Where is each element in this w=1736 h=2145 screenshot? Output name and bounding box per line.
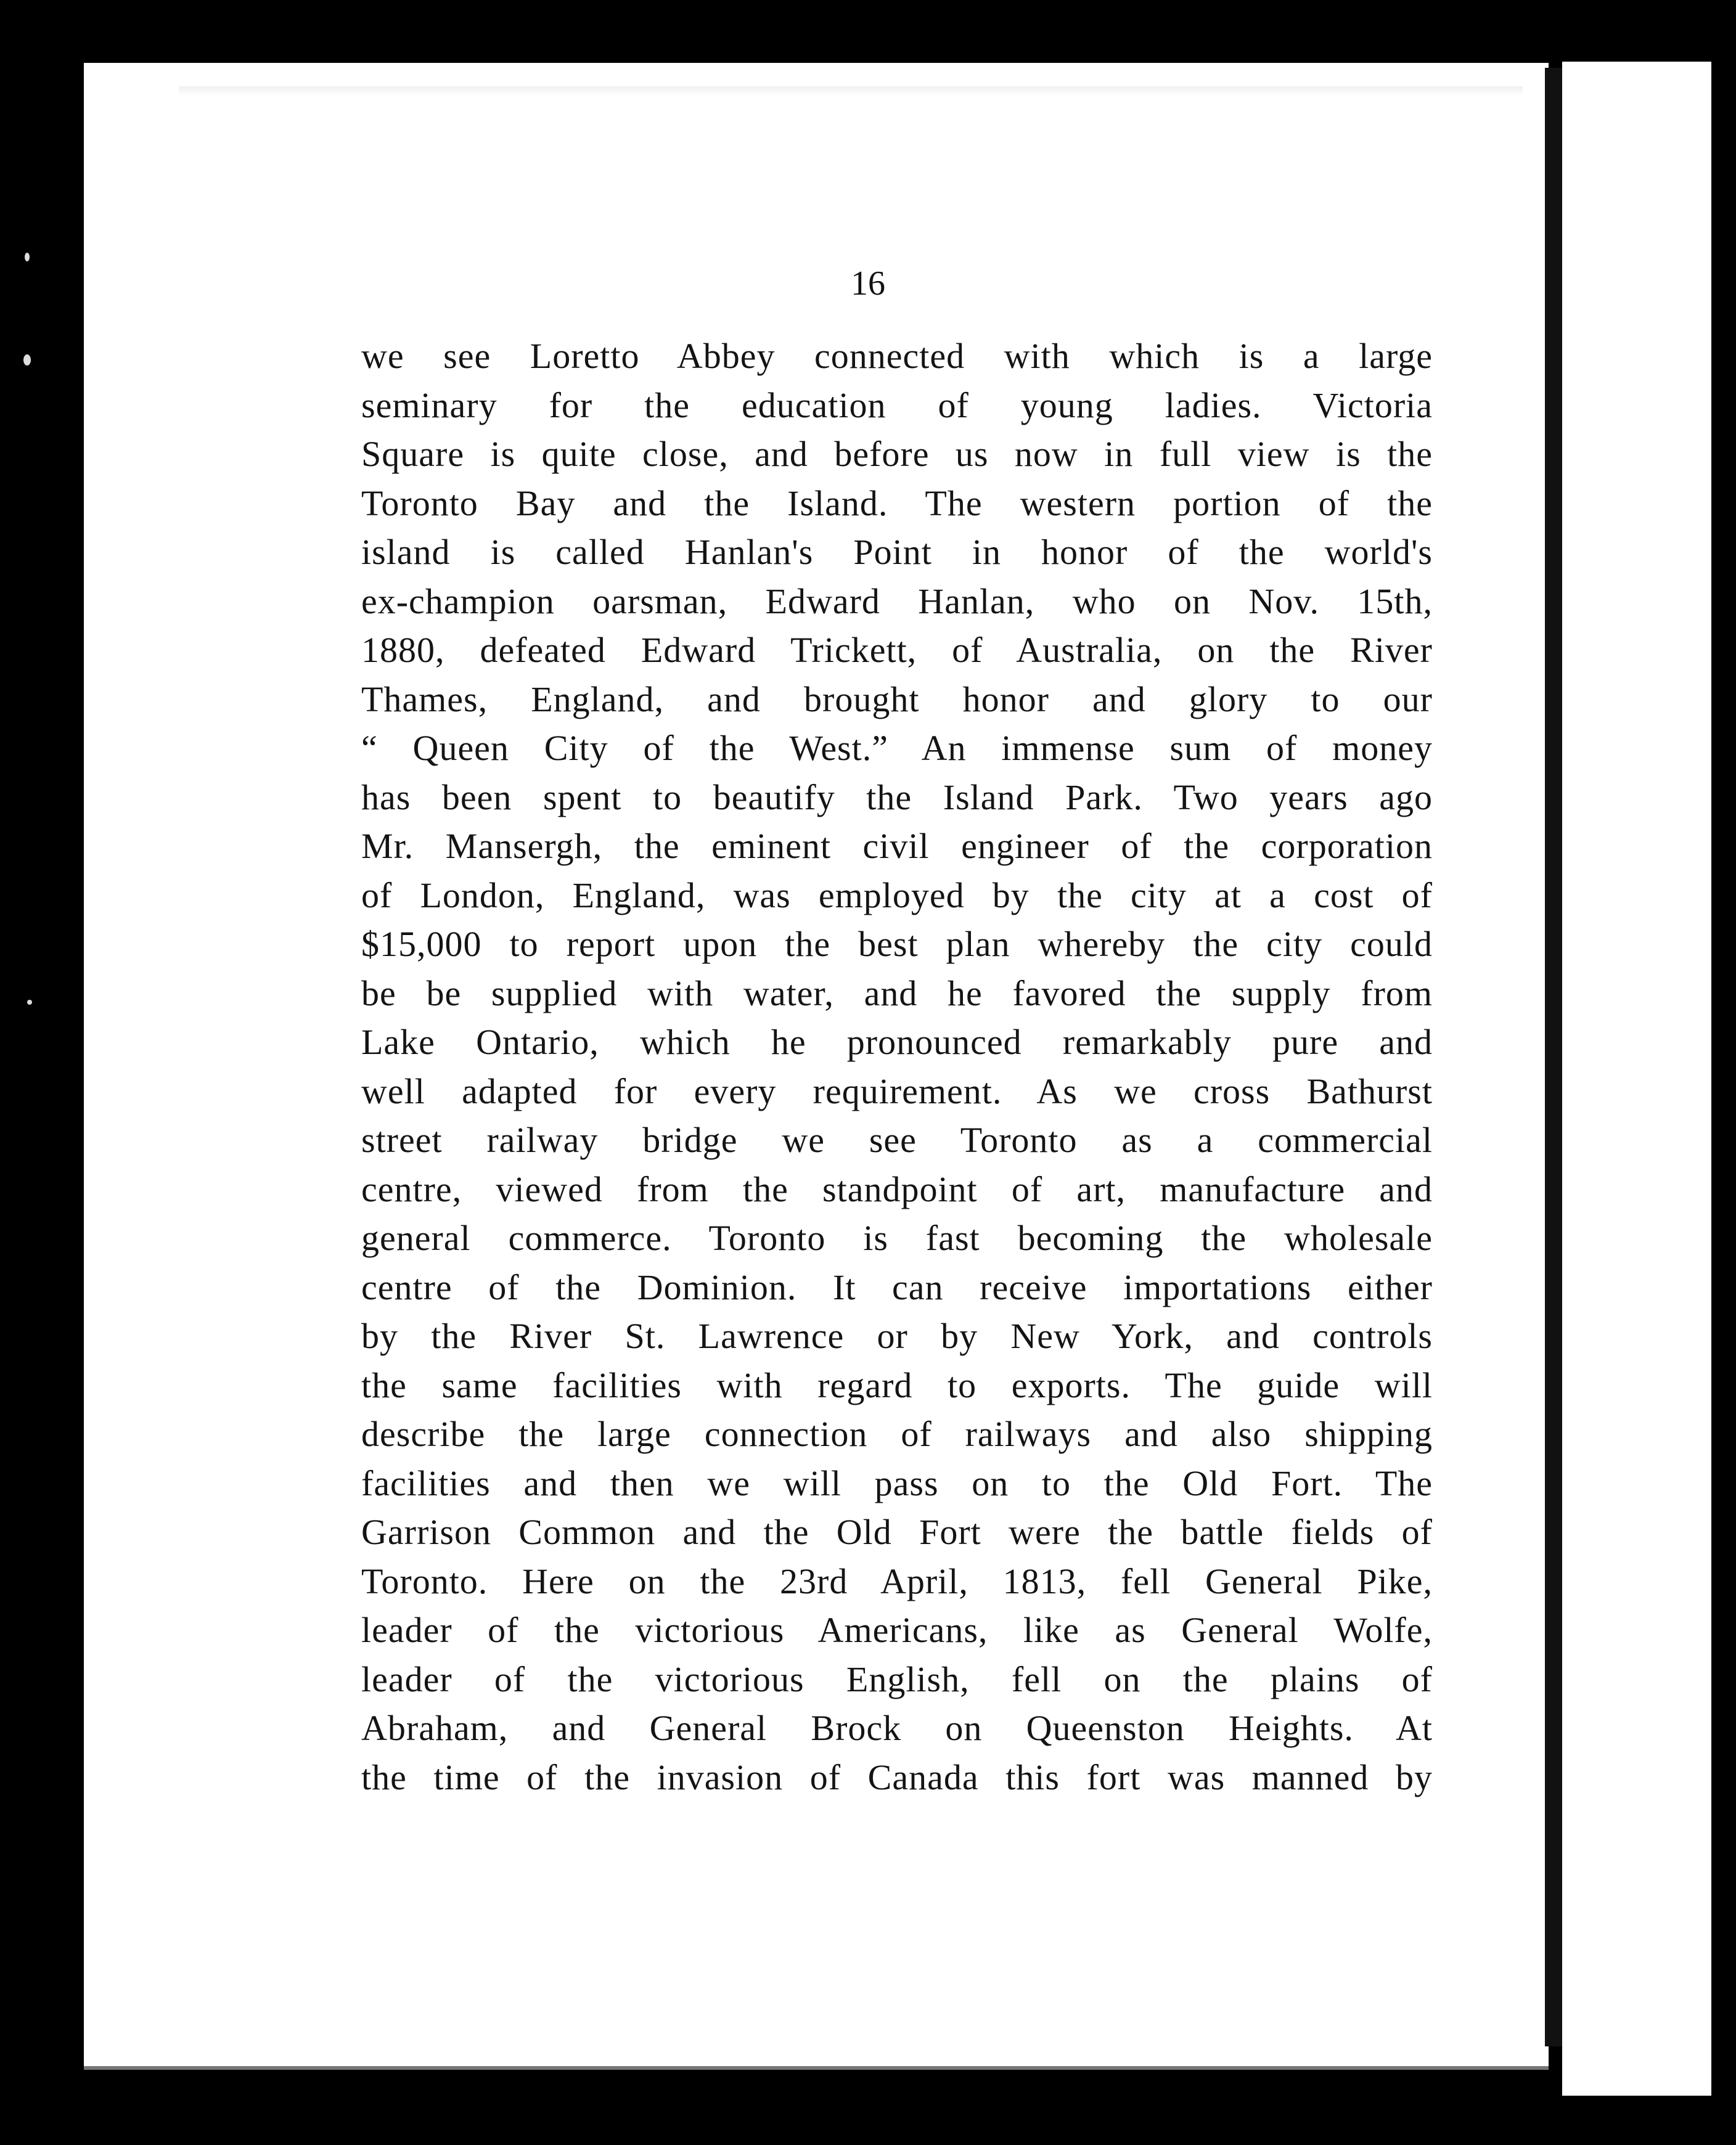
text-line: describe the large connection of railways and also shipping xyxy=(361,1414,1433,1454)
text-line: be be supplied with water, and he favored the supply from xyxy=(361,973,1433,1013)
page-top-bleedthrough xyxy=(179,86,1523,96)
text-line: facilities and then we will pass on to the Old Fort. The xyxy=(361,1463,1433,1503)
text-line: Toronto Bay and the Island. The western portion of the xyxy=(361,483,1433,523)
text-line: street railway bridge we see Toronto as a commercial xyxy=(361,1120,1433,1160)
dust-speck xyxy=(27,1000,32,1005)
page-bottom-edge xyxy=(84,2066,1549,2070)
text-line: centre, viewed from the standpoint of art, manufacture and xyxy=(361,1169,1433,1209)
text-line: island is called Hanlan's Point in honor of the world's xyxy=(361,532,1433,572)
scan-border-right xyxy=(1711,62,1736,2096)
text-line: has been spent to beautify the Island Park. Two years ago xyxy=(361,777,1433,817)
text-line: centre of the Dominion. It can receive importations either xyxy=(361,1267,1433,1307)
text-line: the time of the invasion of Canada this fort was manned by xyxy=(361,1757,1433,1797)
text-line: seminary for the education of young ladies. Victoria xyxy=(361,385,1433,425)
facing-page-edge xyxy=(1562,62,1736,2096)
text-line: Abraham, and General Brock on Queenston Heights. At xyxy=(361,1708,1433,1748)
dust-speck xyxy=(23,354,31,366)
text-line: Toronto. Here on the 23rd April, 1813, fell General Pike, xyxy=(361,1561,1433,1601)
text-line: the same facilities with regard to exports. The guide will xyxy=(361,1365,1433,1405)
dust-speck xyxy=(25,253,30,261)
binding-gutter xyxy=(1545,68,1562,2046)
text-line: by the River St. Lawrence or by New York, and controls xyxy=(361,1316,1433,1356)
text-line: Garrison Common and the Old Fort were the battle fields of xyxy=(361,1512,1433,1552)
text-line: general commerce. Toronto is fast becoming the wholesale xyxy=(361,1218,1433,1258)
body-text xyxy=(361,332,1433,1802)
text-line: Lake Ontario, which he pronounced remarkably pure and xyxy=(361,1022,1433,1062)
text-line: well adapted for every requirement. As we cross Bathurst xyxy=(361,1071,1433,1111)
text-line: Thames, England, and brought honor and glory to our xyxy=(361,679,1433,719)
text-line: “ Queen City of the West.” An immense sum of money xyxy=(361,728,1433,768)
text-line: ex-champion oarsman, Edward Hanlan, who on Nov. 15th, xyxy=(361,581,1433,621)
text-line: Square is quite close, and before us now in full view is the xyxy=(361,434,1433,474)
text-line: of London, England, was employed by the city at a cost of xyxy=(361,875,1433,915)
text-line: Mr. Mansergh, the eminent civil engineer of the corporation xyxy=(361,826,1433,866)
page-number: 16 xyxy=(851,264,885,303)
text-line: leader of the victorious English, fell on the plains of xyxy=(361,1659,1433,1699)
text-line: leader of the victorious Americans, like as General Wolfe, xyxy=(361,1610,1433,1650)
text-line: we see Loretto Abbey connected with which is a large xyxy=(361,336,1433,376)
text-line: $15,000 to report upon the best plan whereby the city could xyxy=(361,924,1433,964)
text-line: 1880, defeated Edward Trickett, of Australia, on the River xyxy=(361,630,1433,670)
